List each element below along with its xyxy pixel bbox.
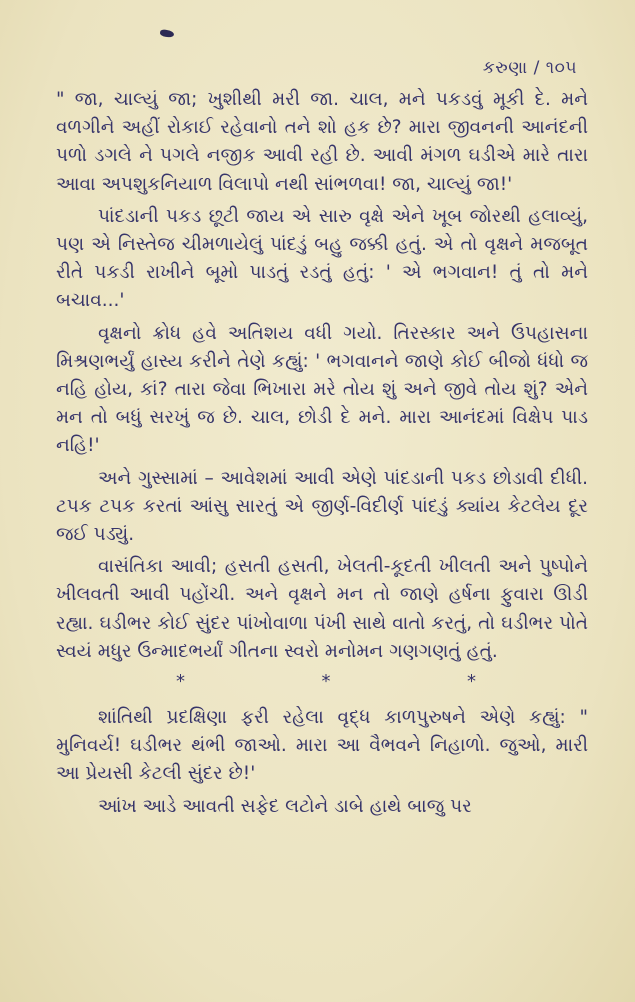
paragraph: શાંતિથી પ્રદક્ષિણા ફરી રહેલા વૃદ્ધ કાળપુરુષને એણે કહ્યું: " મુનિવર્ય! ઘડીભર થંભી જાઓ. મારા આ વૈભવને નિહાળો. જુઓ, મારી આ પ્રેયસી કેટલી સુંદર છે!' [56, 707, 588, 785]
paragraph: " જા, ચાલ્યું જા; ખુશીથી મરી જા. ચાલ, મને પકડવું મૂકી દે. મને વળગીને અહીં રોકાઈ રહેવાનો તને શો હક છે? મારા જીવનની આનંદની પળો ડગલે ને પગલે નજીક આવી રહી છે. આવી મંગળ ઘડીએ મારે તારા આવા અપશુકનિયાળ વિલાપો નથી સાંભળવા! જા, ચાલ્યું જા!' [56, 89, 588, 195]
running-head: કરુણા / ૧૦૫ [482, 58, 577, 78]
section-separator [176, 670, 476, 694]
paragraph: અને ગુસ્સામાં – આવેશમાં આવી એણે પાંદડાની પકડ છોડાવી દીધી. ટપક ટપક કરતાં આંસુ સારતું એ જીર્ણ-વિદીર્ણ પાંદડું ક્યાંય કેટલેય દૂર જઈ પડ્યું. [56, 467, 588, 546]
separator-star: * [176, 671, 185, 693]
paragraph: વાસંતિકા આવી; હસતી હસતી, ખેલતી-કૂદતી ખીલતી અને પુષ્પોને ખીલવતી આવી પહોંચી. અને વૃક્ષને મન તો જાણે હર્ષના ફુવારા ઊડી રહ્યા. ઘડીભર કોઈ સુંદર પાંખોવાળા પંખી સાથે વાતો કરતું, તો ઘડીભર પોતે સ્વયં મધુર ઉન્માદભર્યાં ગીતના સ્વરો મનોમન ગણગણતું હતું. [56, 556, 588, 662]
paragraph: આંખ આડે આવતી સફેદ લટોને ડાબે હાથે બાજુ પર [98, 795, 472, 817]
separator-star: * [321, 671, 331, 693]
ink-blot [160, 29, 175, 38]
paragraph: પાંદડાની પકડ છૂટી જાય એ સારુ વૃક્ષે એને ખૂબ જોરથી હલાવ્યું, પણ એ નિસ્તેજ ચીમળાયેલું પાંદડું બહુ જક્કી હતું. એ તો વૃક્ષને મજબૂત રીતે પકડી રાખીને બૂમો પાડતું રડતું હતું: ' એ ભગવાન! તું તો મને બચાવ...' [56, 205, 588, 312]
separator-star: * [467, 671, 476, 693]
body-text [56, 86, 588, 825]
paragraph: વૃક્ષનો ક્રોધ હવે અતિશય વધી ગયો. તિરસ્કાર અને ઉપહાસના મિશ્રણભર્યું હાસ્ય કરીને તેણે કહ્યું: ' ભગવાનને જાણે કોઈ બીજો ધંધો જ નહિ હોય, કાં? તારા જેવા ભિખારા મરે તોય શું અને જીવે તોય શું? એને મન તો બધું સરખું જ છે. ચાલ, છોડી દે મને. મારા આનંદમાં વિક્ષેપ પાડ નહિ!' [56, 322, 588, 457]
